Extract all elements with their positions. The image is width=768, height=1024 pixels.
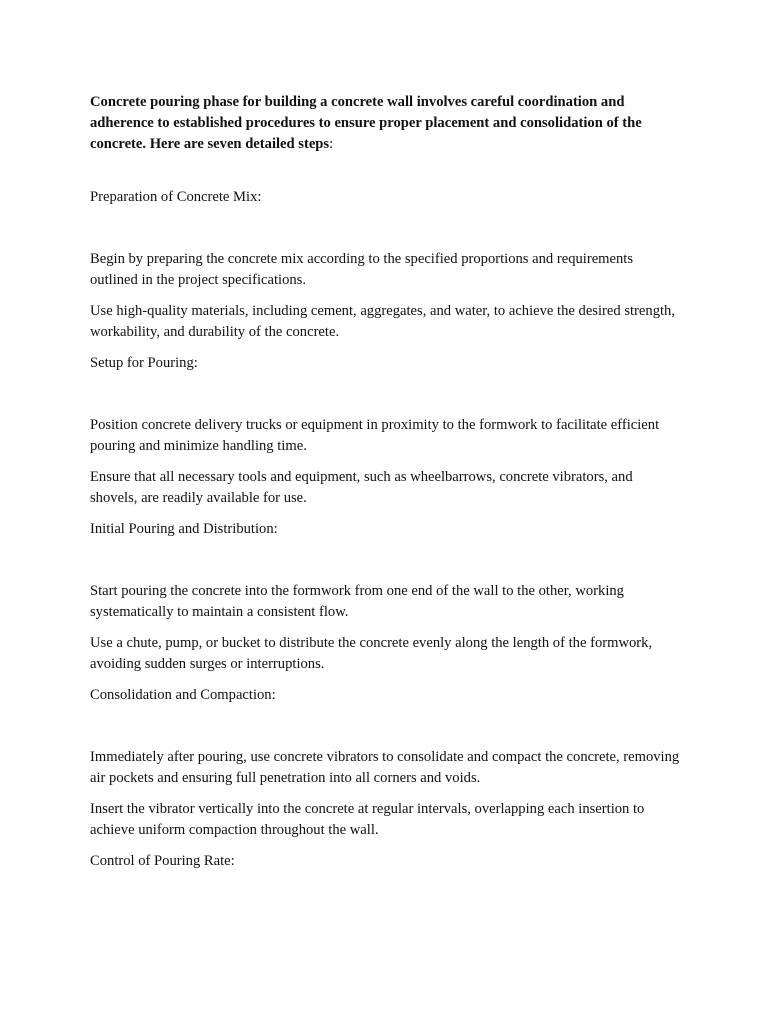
section-paragraph: Ensure that all necessary tools and equipment, such as wheelbarrows, concrete vibrators, and shovels, are readily available for use. [90,469,633,506]
section-heading-consolidation: Consolidation and Compaction: [90,687,276,703]
section-paragraph: Start pouring the concrete into the formwork from one end of the wall to the other, working systematically to maintain a consistent flow. [90,583,624,620]
section-paragraph: Use a chute, pump, or bucket to distribute the concrete evenly along the length of the formwork, avoiding sudden surges or interruptions. [90,635,653,672]
section-heading-initial-pouring: Initial Pouring and Distribution: [90,521,278,537]
section-paragraph: Use high-quality materials, including cement, aggregates, and water, to achieve the desired strength, workability, and durability of the concrete. [90,303,675,340]
section-heading-preparation: Preparation of Concrete Mix: [90,189,262,205]
section-paragraph: Immediately after pouring, use concrete vibrators to consolidate and compact the concrete, removing air pockets and ensuring full penetration into all corners and voids. [90,749,680,786]
intro-paragraph [90,92,680,155]
intro-trailing: : [329,136,334,152]
section-heading-pouring-rate: Control of Pouring Rate: [90,853,235,869]
section-paragraph: Insert the vibrator vertically into the concrete at regular intervals, overlapping each insertion to achieve uniform compaction throughout the wall. [90,801,645,838]
section-paragraph: Begin by preparing the concrete mix according to the specified proportions and requirements outlined in the project specifications. [90,251,634,288]
section-paragraph: Position concrete delivery trucks or equipment in proximity to the formwork to facilitate efficient pouring and minimize handling time. [90,417,660,454]
intro-bold-text: Concrete pouring phase for building a concrete wall involves careful coordination and adherence to established procedures to ensure proper placement and consolidation of the concrete. Here are seven detailed steps [90,94,642,152]
document-page [90,92,680,872]
section-heading-setup: Setup for Pouring: [90,355,198,371]
